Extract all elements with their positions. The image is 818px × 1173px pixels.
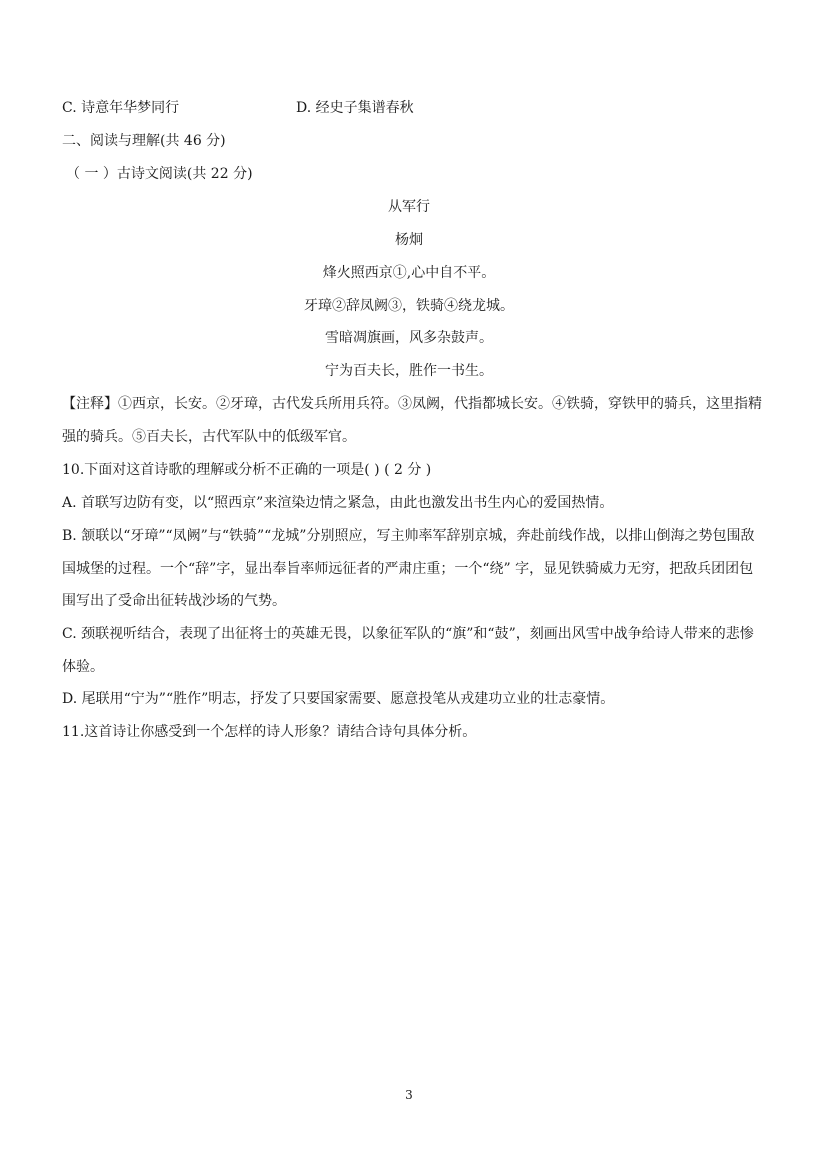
poem-line-1: 烽火照西京①,心中自不平。 xyxy=(322,265,496,281)
question-10-option-c: C. 颈联视听结合，表现了出征将士的英雄无畏，以象征军队的“旗”和“鼓”，刻画出风雪中战争给诗人带来的悲惨体验。 xyxy=(62,626,754,675)
poem-title: 从军行 xyxy=(388,199,430,215)
poem-notes: 【注释】①西京，长安。②牙璋，古代发兵所用兵符。③凤阙，代指都城长安。④铁骑，穿铁甲的骑兵，这里指精强的骑兵。⑤百夫长，古代军队中的低级军官。 xyxy=(62,396,762,445)
poem-line-4: 宁为百夫长，胜作一书生。 xyxy=(325,363,493,379)
option-d-previous: D. 经史子集谱春秋 xyxy=(296,100,414,116)
question-11-stem: 11.这首诗让你感受到一个怎样的诗人形象？请结合诗句具体分析。 xyxy=(62,724,477,740)
subsection-title: （ 一 ）古诗文阅读(共 22 分) xyxy=(66,166,253,182)
question-10-option-d: D. 尾联用“宁为”“胜作”明志，抒发了只要国家需要、愿意投笔从戎建功立业的壮志豪情。 xyxy=(62,691,615,707)
poem-line-3: 雪暗凋旗画，风多杂鼓声。 xyxy=(325,330,493,346)
question-10-stem: 10.下面对这首诗歌的理解或分析不正确的一项是( ) ( 2 分 ) xyxy=(62,462,432,478)
section-title: 二、阅读与理解(共 46 分) xyxy=(62,133,226,149)
poem-line-2: 牙璋②辞凤阙③，铁骑④绕龙城。 xyxy=(304,298,514,314)
option-c-previous: C. 诗意年华梦同行 xyxy=(62,100,180,116)
question-10-option-b: B. 颔联以“牙璋”“凤阙”与“铁骑”“龙城”分别照应，写主帅率军辞别京城，奔赴前线作战，以排山倒海之势包围敌国城堡的过程。一个“辞”字，显出奉旨率师远征者的严肃庄重；一个“绕” 字，显见铁骑威力无穷，把敌兵团团包围写出了受命出征转战沙场的气势。 xyxy=(62,528,755,609)
poem-author: 杨炯 xyxy=(395,232,423,248)
page-number: 3 xyxy=(405,1088,413,1102)
question-10-option-a: A. 首联写边防有变，以“照西京”来渲染边情之紧急，由此也激发出书生内心的爱国热情。 xyxy=(62,495,614,511)
